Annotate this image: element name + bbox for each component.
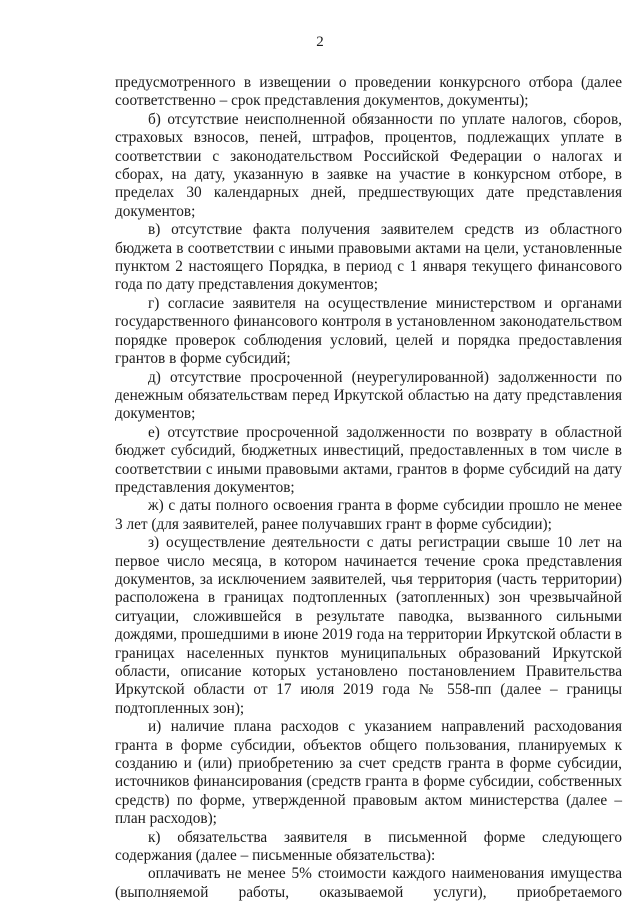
paragraph-zh: ж) с даты полного освоения гранта в форме субсидии прошло не менее 3 лет (для заявителей, ранее получавших грант в форме субсидии); [115,497,622,533]
paragraph-v: в) отсутствие факта получения заявителем средств из областного бюджета в соответствии с иными правовыми актами на цели, установленные пунктом 2 настоящего Порядка, в период с 1 января текущего финансового года по дату представления документов; [115,221,622,294]
paragraph-obligation-payment: оплачивать не менее 5% стоимости каждого наименования имущества (выполняемой работы, оказываемой услуги), приобретаемого [115,865,622,901]
page-number: 2 [316,34,324,50]
paragraph-z: з) осуществление деятельности с даты регистрации свыше 10 лет на первое число месяца, в котором начинается течение срока представления документов, за исключением заявителей, чья территория (часть территории) расположена в границах подтопленных (затопленных) зон чрезвычайной ситуации, сложившейся в результате паводка, вызванного сильными дождями, прошедшими в июне 2019 года на территории Иркутской области в границах населенных пунктов муниципальных образований Иркутской области, описание которых установлено постановлением Правительства Иркутской области от 17 июля 2019 года № 558-пп (далее – границы подтопленных зон); [115,534,622,717]
paragraph-i: и) наличие плана расходов с указанием направлений расходования гранта в форме субсидии, объектов общего пользования, планируемых к созданию и (или) приобретению за счет средств гранта в форме субсидии, источников финансирования (средств гранта в форме субсидии, собственных средств) по форме, утвержденной правовым актом министерства (далее – план расходов); [115,718,622,828]
paragraph-k: к) обязательства заявителя в письменной форме следующего содержания (далее – письменные обязательства): [115,828,622,865]
paragraph-continuation: предусмотренного в извещении о проведении конкурсного отбора (далее соответственно – срок представления документов, документы); [115,74,622,110]
paragraph-e: е) отсутствие просроченной задолженности по возврату в областной бюджет субсидий, бюджетных инвестиций, предоставленных в том числе в соответствии с иными правовыми актами, грантов в форме субсидий на дату представления документов; [115,423,622,496]
paragraph-g: г) согласие заявителя на осуществление министерством и органами государственного финансового контроля в установленном законодательством порядке проверок соблюдения условий, целей и порядка предоставления грантов в форме субсидий; [115,294,622,368]
paragraph-d: д) отсутствие просроченной (неурегулированной) задолженности по денежным обязательствам перед Иркутской областью на дату представления документов; [115,368,622,423]
paragraph-b: б) отсутствие неисполненной обязанности по уплате налогов, сборов, страховых взносов, пеней, штрафов, процентов, подлежащих уплате в соответствии с законодательством Российской Федерации о налогах и сборах, на дату, указанную в заявке на участие в конкурсном отборе, в пределах 30 календарных дней, предшествующих дате представления документов; [115,110,622,220]
document-body [115,74,622,902]
